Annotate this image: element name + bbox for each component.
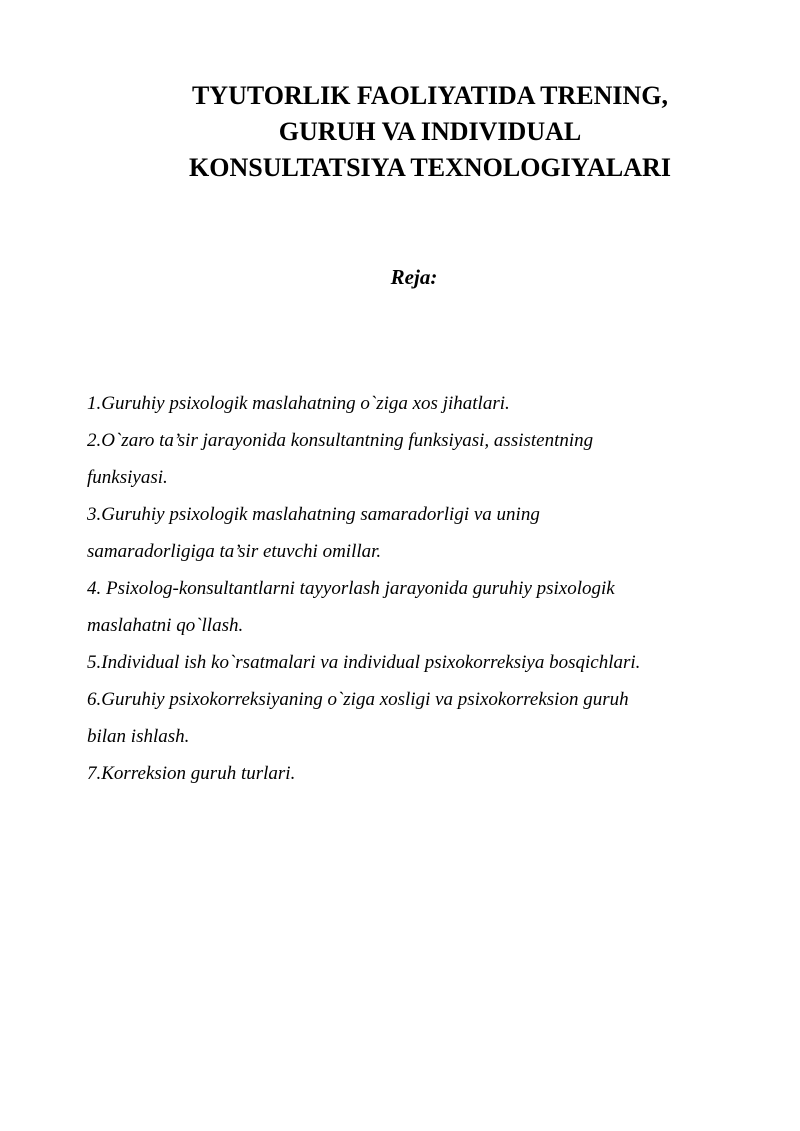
- plan-heading: Reja:: [390, 265, 438, 289]
- plan-item: [87, 422, 767, 496]
- plan-item: [87, 496, 767, 570]
- plan-list: [87, 385, 767, 792]
- plan-item: [87, 385, 767, 422]
- plan-item-line: 2.O`zaro ta’sir jarayonida konsultantning funksiyasi, assistentning: [87, 430, 594, 451]
- plan-item-line: funksiyasi.: [87, 467, 168, 488]
- plan-item: [87, 755, 767, 792]
- plan-item-line: 4. Psixolog-konsultantlarni tayyorlash jarayonida guruhiy psixologik: [87, 578, 615, 599]
- plan-item-line: 7.Korreksion guruh turlari.: [87, 763, 296, 784]
- page-title: [140, 78, 720, 186]
- title-line: KONSULTATSIYA TEXNOLOGIYALARI: [189, 153, 671, 182]
- plan-item: [87, 570, 767, 644]
- plan-item: [87, 681, 767, 755]
- plan-item-line: 3.Guruhiy psixologik maslahatning samaradorligi va uning: [87, 504, 540, 525]
- plan-item-line: maslahatni qo`llash.: [87, 615, 244, 636]
- plan-item-line: 1.Guruhiy psixologik maslahatning o`ziga xos jihatlari.: [87, 393, 510, 414]
- title-line: TYUTORLIK FAOLIYATIDA TRENING,: [191, 81, 669, 110]
- plan-item: [87, 644, 767, 681]
- plan-item-line: 5.Individual ish ko`rsatmalari va individual psixokorreksiya bosqichlari.: [87, 652, 641, 673]
- title-line: GURUH VA INDIVIDUAL: [278, 117, 582, 146]
- plan-item-line: bilan ishlash.: [87, 726, 190, 747]
- plan-item-line: samaradorligiga ta’sir etuvchi omillar.: [87, 541, 382, 562]
- plan-item-line: 6.Guruhiy psixokorreksiyaning o`ziga xosligi va psixokorreksion guruh: [87, 689, 629, 710]
